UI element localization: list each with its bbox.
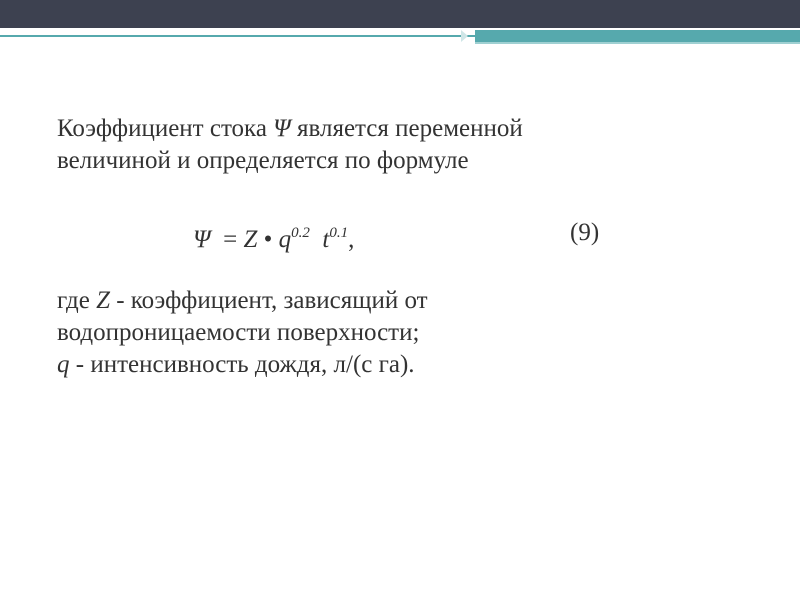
formula bbox=[193, 217, 354, 256]
formula-q: q bbox=[278, 226, 292, 253]
formula-t-exponent: 0.1 bbox=[329, 225, 349, 241]
intro-text-b: является переменной bbox=[290, 115, 523, 142]
psi-symbol: Ψ bbox=[273, 115, 291, 142]
accent-underline bbox=[475, 42, 800, 44]
formula-q-exponent: 0.2 bbox=[291, 225, 310, 241]
formula-z: Z bbox=[243, 226, 258, 253]
where-q-symbol: q bbox=[57, 351, 70, 378]
formula-space bbox=[310, 226, 323, 253]
formula-lhs: Ψ bbox=[193, 226, 211, 253]
where-prefix: где bbox=[57, 287, 97, 314]
equation-number: (9) bbox=[570, 219, 600, 246]
accent-arrow-icon bbox=[461, 30, 468, 42]
intro-paragraph bbox=[57, 113, 757, 177]
intro-text-a: Коэффициент стока bbox=[57, 115, 274, 142]
title-bar bbox=[0, 0, 800, 28]
slide-body bbox=[57, 113, 757, 381]
formula-dot: • bbox=[257, 226, 279, 253]
accent-band bbox=[0, 28, 800, 42]
formula-t: t bbox=[322, 226, 330, 253]
accent-block bbox=[475, 30, 800, 42]
formula-row bbox=[57, 217, 757, 257]
where-z-symbol: Z bbox=[96, 287, 110, 314]
where-paragraph bbox=[57, 285, 757, 381]
where-z-desc: - коэффициент, зависящий от bbox=[109, 287, 428, 314]
where-z-desc2: водопроницаемости поверхности; bbox=[57, 319, 420, 346]
intro-text-line2: величиной и определяется по формуле bbox=[57, 147, 469, 174]
formula-comma: , bbox=[348, 226, 355, 253]
formula-equals: = bbox=[210, 226, 244, 253]
where-q-desc: - интенсивность дождя, л/(с га). bbox=[69, 351, 415, 378]
